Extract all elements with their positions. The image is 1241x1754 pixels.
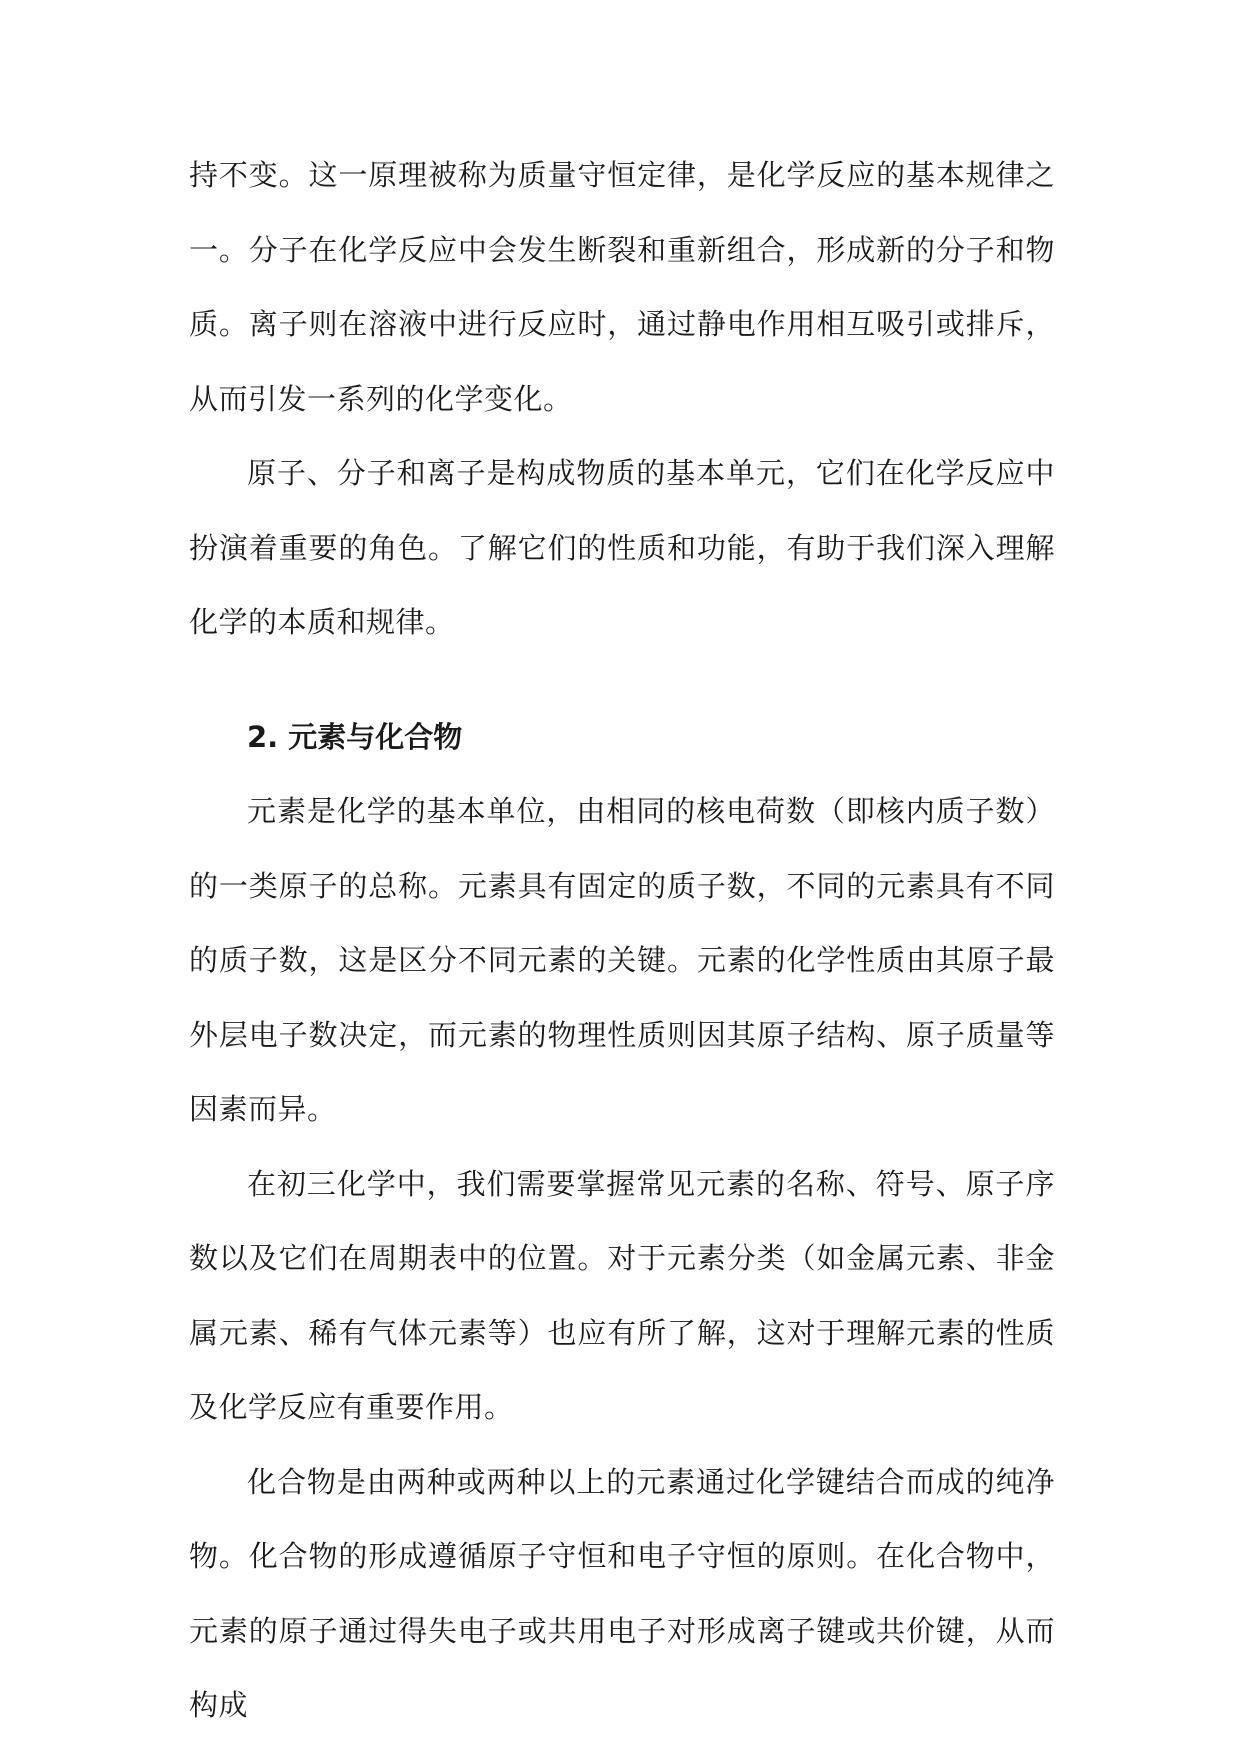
paragraph-continuation: 持不变。这一原理被称为质量守恒定律，是化学反应的基本规律之一。分子在化学反应中会发生断裂和重新组合，形成新的分子和物质。离子则在溶液中进行反应时，通过静电作用相互吸引或排斥，从而引发一系列的化学变化。: [189, 158, 1055, 416]
paragraph-element-study: 在初三化学中，我们需要掌握常见元素的名称、符号、原子序数以及它们在周期表中的位置。对于元素分类（如金属元素、非金属元素、稀有气体元素等）也应有所了解，这对于理解元素的性质及化学反应有重要作用。: [189, 1166, 1055, 1424]
paragraph-summary: 原子、分子和离子是构成物质的基本单元，它们在化学反应中扮演着重要的角色。了解它们的性质和功能，有助于我们深入理解化学的本质和规律。: [189, 456, 1055, 639]
section-gap: [189, 660, 1055, 700]
paragraph-element-definition: 元素是化学的基本单位，由相同的核电荷数（即核内质子数）的一类原子的总称。元素具有固定的质子数，不同的元素具有不同的质子数，这是区分不同元素的关键。元素的化学性质由其原子最外层电子数决定，而元素的物理性质则因其原子结构、原子质量等因素而异。: [189, 794, 1055, 1126]
paragraph-compound-definition: 化合物是由两种或两种以上的元素通过化学键结合而成的纯净物。化合物的形成遵循原子守恒和电子守恒的原则。在化合物中，元素的原子通过得失电子或共用电子对形成离子键或共价键，从而构成: [189, 1464, 1055, 1722]
section-heading: 2. 元素与化合物: [247, 719, 463, 754]
document-page: [189, 138, 1055, 1743]
